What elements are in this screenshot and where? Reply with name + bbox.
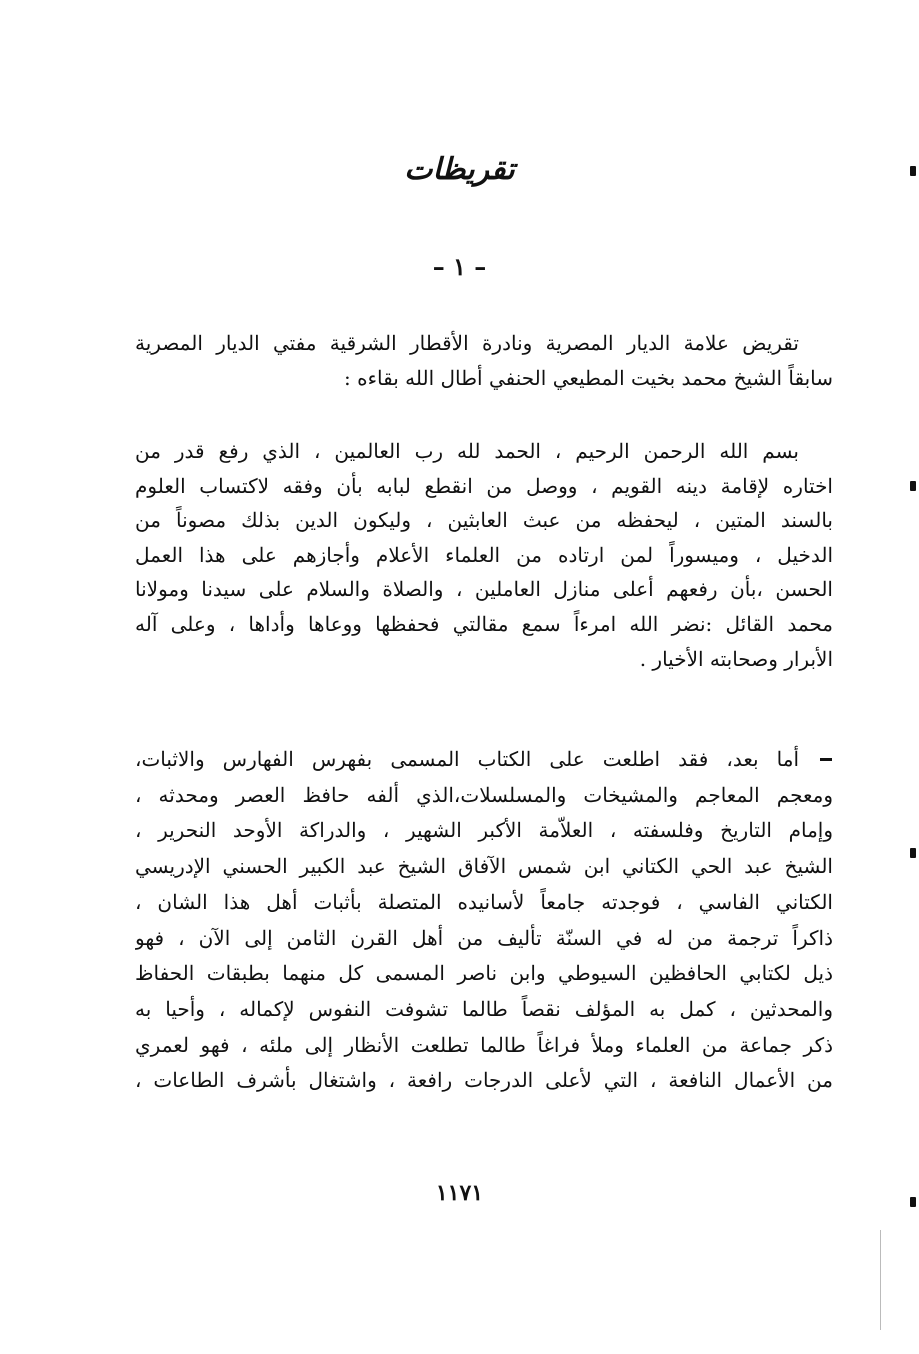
text-line: وإمام التاريخ وفلسفته ، العلاّمة الأكبر الشهير ، والدراكة الأوحد النحرير ،: [135, 818, 833, 843]
text-line: ومعجم المعاجم والمشيخات والمسلسلات،الذي ألفه حافظ العصر ومحدثه ،: [135, 782, 833, 807]
text-line: ذكر جماعة من العلماء وملأ فراغاً طالما تطلعت الأنظار إلى ملئه ، فهو لعمري: [135, 1032, 833, 1057]
section-number: – ١ –: [432, 252, 487, 281]
text-line: الدخيل ، وميسوراً لمن ارتاده من العلماء الأعلام وأجازهم على هذا العمل: [135, 542, 833, 567]
paragraph-body: [135, 742, 833, 1099]
text-line: من الأعمال النافعة ، التي لأعلى الدرجات رافعة ، واشتغال بأشرف الطاعات ،: [135, 1068, 833, 1093]
paragraph-opening: [135, 434, 833, 676]
scan-mark: [910, 848, 916, 858]
scan-mark: [910, 481, 916, 491]
text-line: الحسن ،بأن رفعهم أعلى منازل العاملين ، والصلاة والسلام على سيدنا ومولانا: [135, 577, 833, 602]
text-line: الأبرار وصحابته الأخيار .: [639, 646, 833, 671]
text-line: والمحدثين ، كمل به المؤلف نقصاً طالما تشوفت النفوس لإكماله ، وأحيا به: [135, 996, 833, 1021]
text-line: اختاره لإقامة دينه القويم ، ووصل من انقطع لبابه بأن وفقه لاكتساب العلوم: [135, 473, 833, 498]
intro-heading: [135, 326, 833, 396]
text-line: الشيخ عبد الحي الكتاني ابن شمس الآفاق الشيخ عبد الكبير الحسني الإدريسي: [135, 854, 833, 879]
text-line: ذيل لكتابي الحافظين السيوطي وابن ناصر المسمى كل منهما بطبقات الحفاظ: [135, 961, 833, 986]
page-title: تقريظات: [404, 152, 515, 187]
scan-line: [880, 1230, 881, 1330]
text-line: بالسند المتين ، ليحفظه من عبث العابثين ، وليكون الدين بذلك مصوناً من: [135, 508, 833, 533]
page-number: ١١٧١: [435, 1180, 484, 1206]
text-line: بسم الله الرحمن الرحيم ، الحمد لله رب العالمين ، الذي رفع قدر من: [135, 439, 799, 463]
intro-line: سابقاً الشيخ محمد بخيت المطيعي الحنفي أطال الله بقاءه :: [344, 366, 833, 390]
intro-line: تقريض علامة الديار المصرية ونادرة الأقطار الشرقية مفتي الديار المصرية: [135, 331, 799, 355]
text-line: أما بعد، فقد اطلعت على الكتاب المسمى بفهرس الفهارس والاثبات،: [135, 747, 799, 771]
text-line: الكتاني الفاسي ، فوجدته جامعاً لأسانيده المتصلة بأثبات أهل هذا الشان ،: [135, 889, 833, 914]
text-line: محمد القائل :نضر الله امرءاً سمع مقالتي فحفظها ووعاها وأداها ، وعلى آله: [135, 611, 833, 636]
scan-mark: [910, 166, 916, 176]
text-line: ذاكراً ترجمة من له في السنّة تأليف من أهل القرن الثامن إلى الآن ، فهو: [135, 925, 833, 950]
scan-mark: [820, 758, 832, 761]
scan-mark: [910, 1197, 916, 1207]
